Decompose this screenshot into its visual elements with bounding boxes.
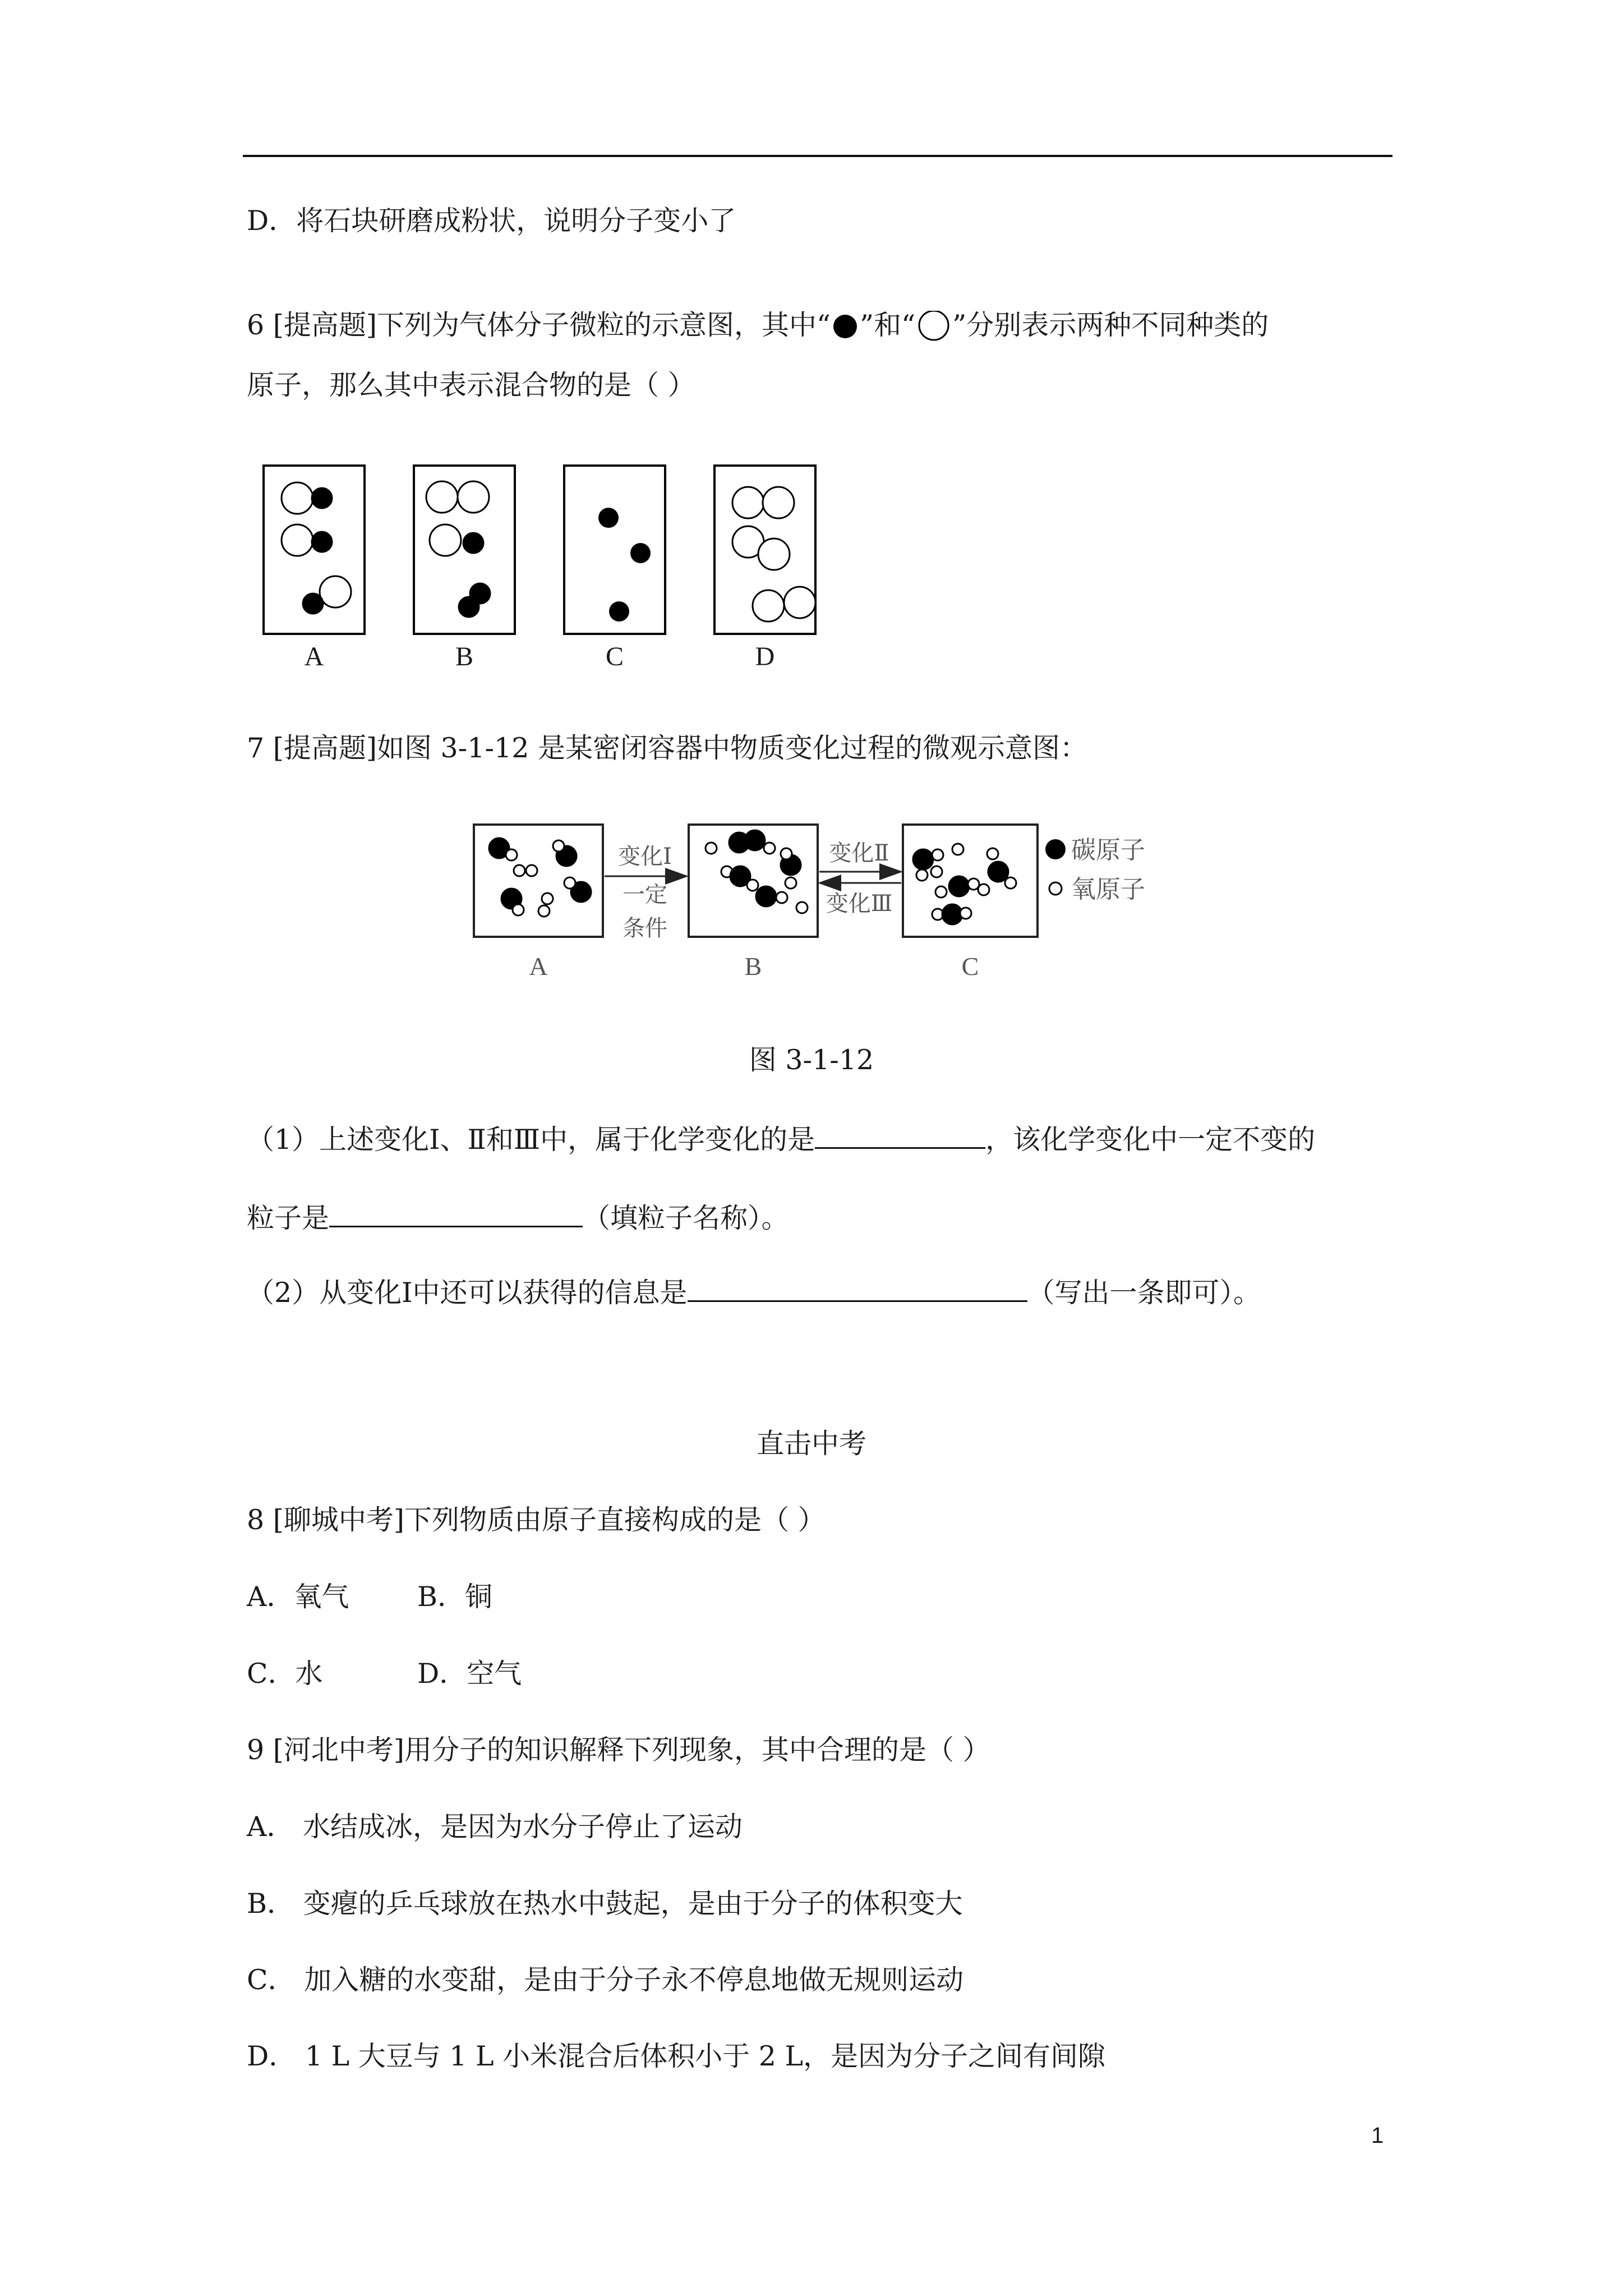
q7-sub2-b: （写出一条即可）。 [1027,1277,1261,1309]
legend-oxygen-label: 氧原子 [1071,875,1145,904]
black-circle-icon [831,313,860,342]
arrow1-line1: 变化Ⅰ [618,844,672,869]
q7-sub1-line2 [247,1198,789,1236]
q9-option-c: C． 加入糖的水变甜，是由于分子永不停息地做无规则运动 [247,1964,964,1996]
c-carbon-1 [598,508,619,528]
q8-options-row1 [247,1579,492,1615]
d-oxygen-2 [763,487,794,518]
page-number: 1 [1371,2123,1384,2148]
q7-blank-1[interactable] [815,1119,985,1149]
q8-stem: 8 [聊城中考]下列物质由原子直接构成的是（ ） [247,1504,826,1536]
b-oxygen-2 [458,481,489,513]
legend-oxygen-icon [1049,882,1062,895]
d-oxygen-5 [753,590,784,622]
q7-sub1-line1 [247,1119,1315,1158]
c-carbon-3 [609,601,629,622]
q7-sub1-b: ，该化学变化中一定不变的 [985,1124,1316,1156]
c-carbon-2 [630,543,651,563]
q9-option-a: A． 水结成冰，是因为水分子停止了运动 [247,1811,743,1843]
q7-label-a: A [529,952,548,981]
arrow2-top: 变化Ⅱ [829,840,889,866]
q7-label-b: B [744,952,762,981]
a-carbon-3 [303,593,323,614]
q7-sub2 [247,1272,1261,1311]
q8-option-c: C．水 [247,1658,323,1690]
arrow2-bottom: 变化Ⅲ [826,891,893,917]
d-oxygen-1 [732,487,764,518]
q7-sub2-a: （2）从变化Ⅰ中还可以获得的信息是 [247,1277,688,1309]
a-oxygen-2 [282,524,313,556]
q6-line1-mid: ”和“ [860,309,916,341]
d-oxygen-6 [784,587,815,618]
a-oxygen-3 [320,576,351,608]
arrow1-line2: 一定 [623,882,667,908]
q8-options-row2 [247,1656,522,1692]
q6-line1-pre: 6 [提高题]下列为气体分子微粒的示意图，其中“ [247,309,831,341]
q8-option-b: B．铜 [417,1581,493,1613]
q9-stem: 9 [河北中考]用分子的知识解释下列现象，其中合理的是（ ） [247,1734,990,1766]
q9-option-d: D． 1 L 大豆与 1 L 小米混合后体积小于 2 L，是因为分子之间有间隙 [247,2040,1106,2072]
q7-blank-2[interactable] [329,1198,583,1227]
q6-label-d: D [755,642,775,671]
q6-label-c: C [605,642,624,671]
q8-option-d: D．空气 [417,1658,522,1690]
d-oxygen-4 [758,539,790,570]
white-circle-icon [915,311,952,344]
q7-sub1-a: （1）上述变化Ⅰ、Ⅱ和Ⅲ中，属于化学变化的是 [247,1124,815,1156]
q9-option-b: B． 变瘪的乒乓球放在热水中鼓起，是由于分子的体积变大 [247,1888,963,1920]
b-carbon-1 [463,533,483,553]
q5-option-d: D．将石块研磨成粉状，说明分子变小了 [247,205,736,237]
b-oxygen-3 [430,524,461,556]
legend-carbon-label: 碳原子 [1071,836,1145,864]
b-oxygen-1 [426,481,458,513]
q7-label-c: C [961,952,979,981]
legend-carbon-icon [1045,839,1066,859]
a-oxygen-1 [282,482,313,514]
header-rule [243,155,1393,157]
q7-figure [460,813,1189,982]
a-carbon-2 [312,532,332,552]
q8-option-a: A．氧气 [247,1581,349,1613]
a-carbon-1 [312,488,332,508]
q6-figure [247,459,830,683]
q6-line1-post: ”分别表示两种不同种类的 [952,309,1269,341]
q7-sub1-d: （填粒子名称）。 [583,1202,789,1234]
q6-line2: 原子，那么其中表示混合物的是（ ） [247,369,695,401]
q7-blank-3[interactable] [688,1272,1027,1302]
arrow1-line3: 条件 [623,915,667,941]
q6-label-b: B [455,642,474,671]
section-title: 直击中考 [756,1428,866,1460]
q6-label-a: A [304,642,324,671]
q7-stem: 7 [提高题]如图 3-1-12 是某密闭容器中物质变化过程的微观示意图： [247,732,1087,764]
q7-caption: 图 3-1-12 [749,1044,874,1076]
q6-line1 [247,307,1269,344]
b-carbon-3 [459,597,479,617]
q7-sub1-c: 粒子是 [247,1202,330,1234]
